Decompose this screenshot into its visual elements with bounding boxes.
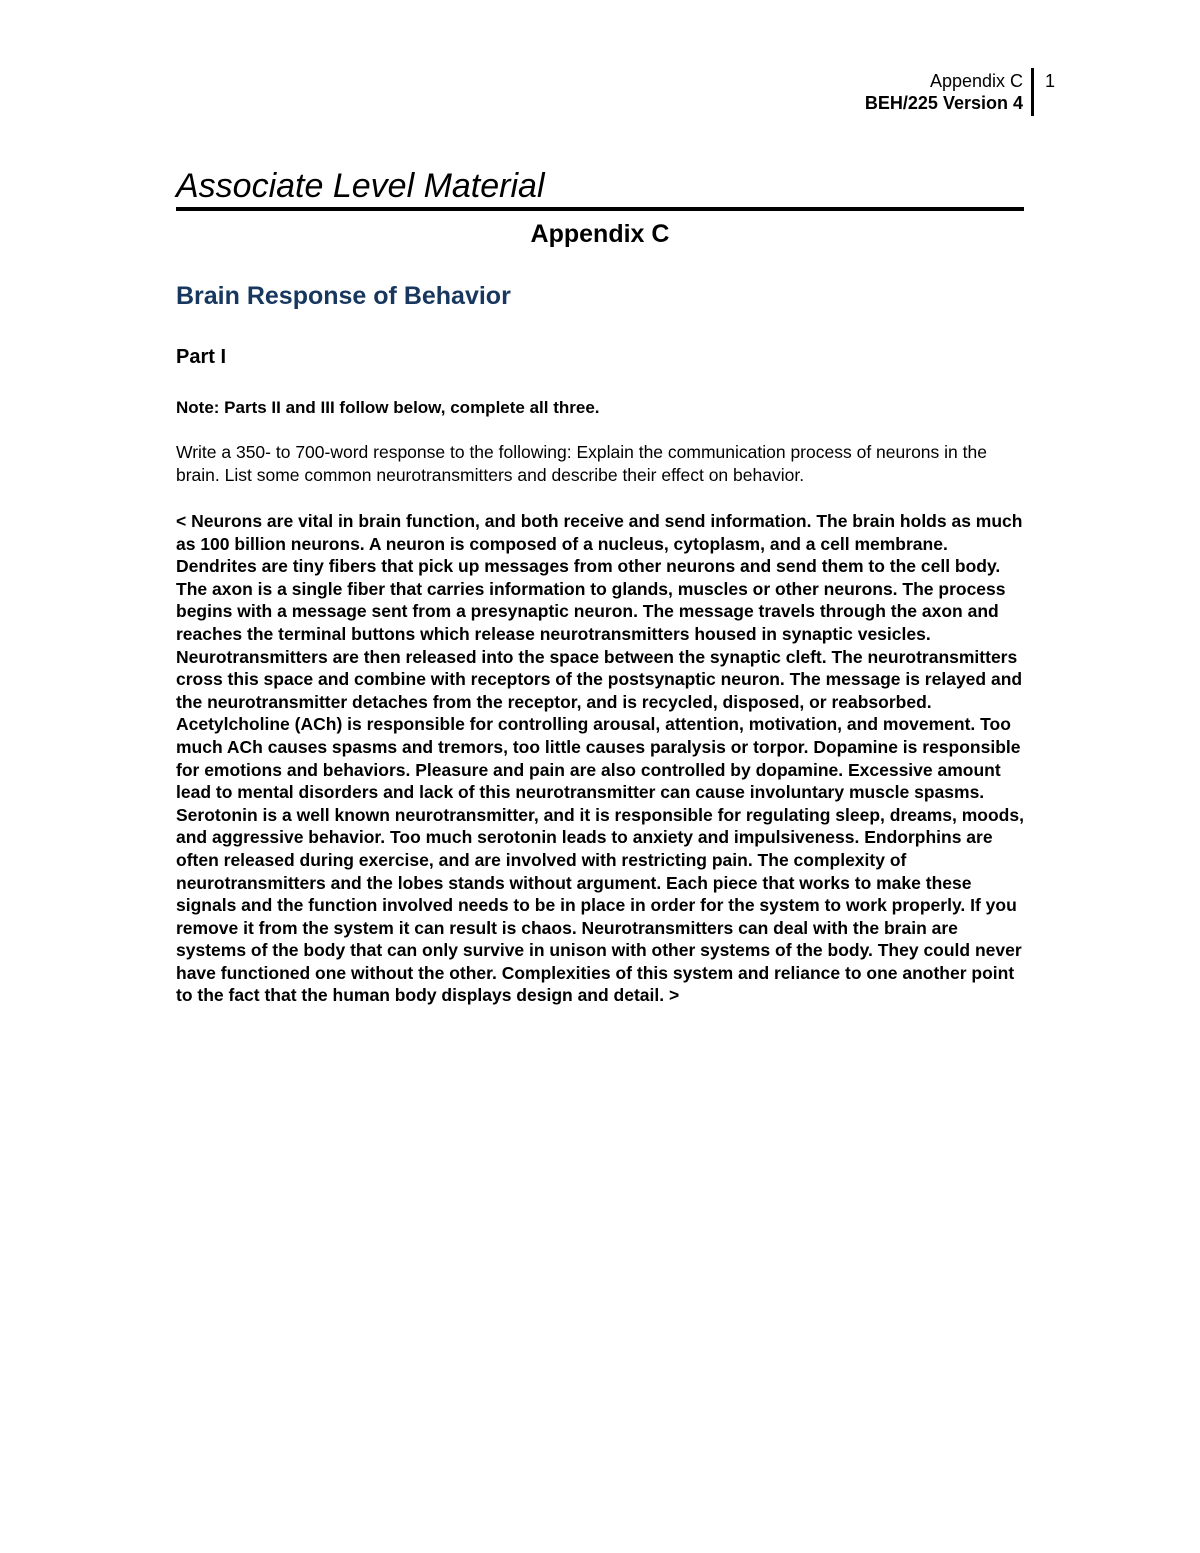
page-header [700,68,1060,120]
header-divider [1031,68,1034,116]
title-underline-rule [176,207,1024,211]
prompt-text: Write a 350- to 700-word response to the following: Explain the communication process of neurons in the brain. List some common neurotransmitters and describe their effect on behavior. [176,442,987,485]
section-heading: Brain Response of Behavior [176,282,511,310]
page-number: 1 [1045,71,1056,91]
header-appendix-label: Appendix C [929,71,1023,91]
response-text: < Neurons are vital in brain function, and both receive and send information. The brain holds as much as 100 billion neurons. A neuron is composed of a nucleus, cytoplasm, and a cell membrane. Dendrites are tiny fibers that pick up messages from other neurons and send them to the cell body. The axon is a single fiber that carries information to glands, muscles or other neurons. The process begins with a message sent from a presynaptic neuron. The message travels through the axon and reaches the terminal buttons which release neurotransmitters housed in synaptic vesicles. Neurotransmitters are then released into the space between the synaptic cleft. The neurotransmitters cross this space and combine with receptors of the postsynaptic neuron. The message is relayed and the neurotransmitter detaches from the receptor, and is recycled, disposed, or reabsorbed. Acetylcholine (ACh) is responsible for controlling arousal, attention, motivation, and movement. Too much ACh causes spasms and tremors, too little causes paralysis or torpor. Dopamine is responsible for emotions and behaviors. Pleasure and pain are also controlled by dopamine. Excessive amount lead to mental disorders and lack of this neurotransmitter can cause involuntary muscle spasms. Serotonin is a well known neurotransmitter, and it is responsible for regulating sleep, dreams, moods, and aggressive behavior. Too much serotonin leads to anxiety and impulsiveness. Endorphins are often released during exercise, and are involved with restricting pain. The complexity of neurotransmitters and the lobes stands without argument. Each piece that works to make these signals and the function involved needs to be in place in order for the system to work properly. If you remove it from the system it can result is chaos. Neurotransmitters can deal with the brain are systems of the body that can only survive in unison with other systems of the body. They could never have functioned one without the other. Complexities of this system and reliance to one another point to the fact that the human body displays design and detail. > [176,511,1024,1006]
part-heading: Part I [176,346,227,368]
note-text: Note: Parts II and III follow below, complete all three. [176,398,600,417]
header-text-block [865,70,1023,114]
header-course-label: BEH/225 Version 4 [864,93,1023,113]
appendix-subtitle: Appendix C [530,220,670,248]
document-title: Associate Level Material [176,167,545,205]
